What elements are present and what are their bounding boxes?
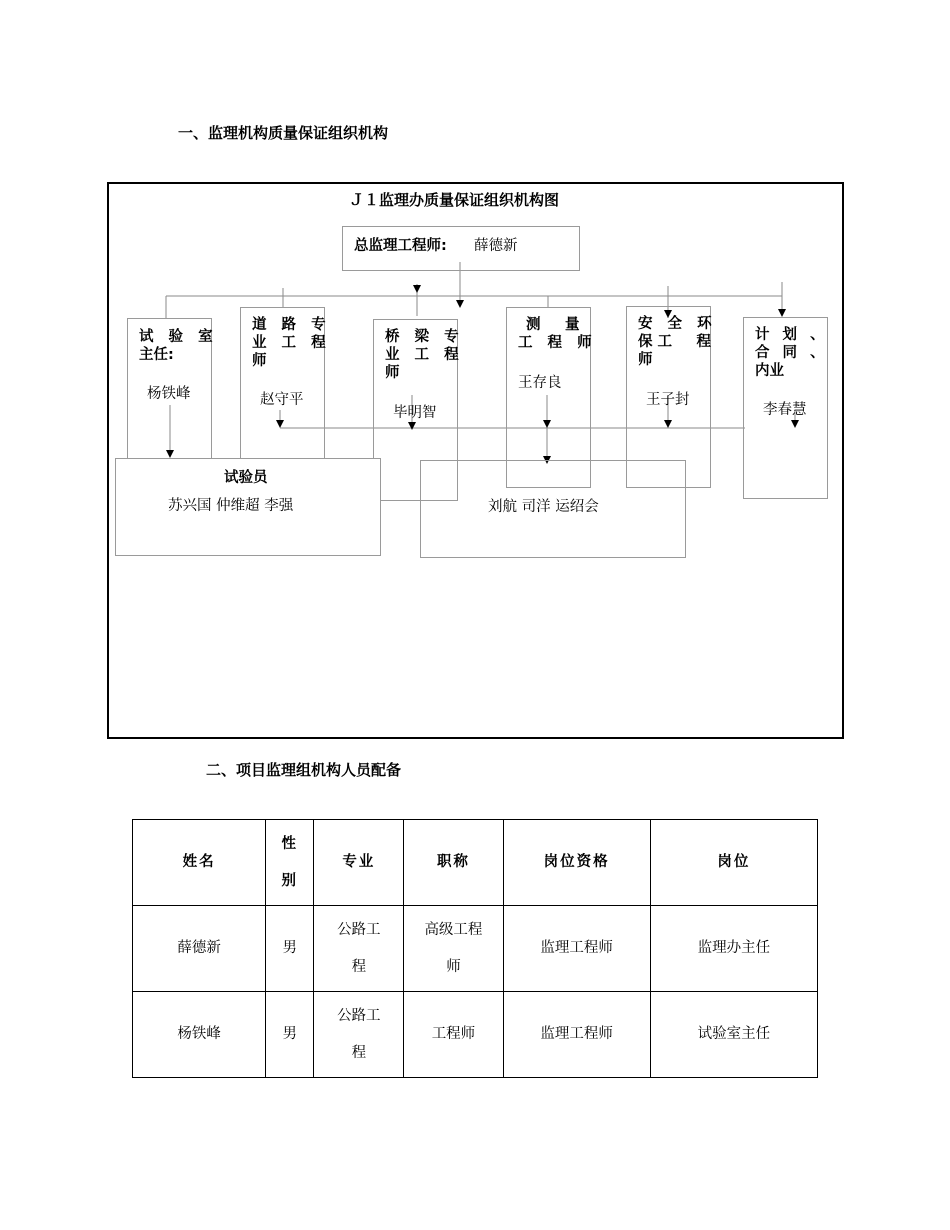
header-gender: [266, 820, 314, 906]
header-gender-line1: 性: [281, 835, 298, 852]
table-row: [133, 906, 818, 992]
header-position: 岗位: [650, 820, 817, 906]
survey-engineer-role-line1: 测 量: [526, 317, 585, 333]
header-major: 专业: [314, 820, 404, 906]
cell-title-line1: 高级工程: [424, 921, 483, 938]
header-title: 职称: [404, 820, 503, 906]
cell-gender: 男: [266, 992, 314, 1078]
safety-engineer-role-line3: 师: [638, 352, 658, 368]
road-engineer-role-line2: 业 工 程: [252, 335, 331, 351]
cell-gender: 男: [266, 906, 314, 992]
bridge-engineer-role-line2: 业 工 程: [385, 347, 464, 363]
planning-role-line3: 内业: [755, 363, 784, 379]
cell-major-line2: 程: [351, 958, 367, 975]
cell-position: 监理办主任: [650, 906, 817, 992]
table-header-row: [133, 820, 818, 906]
header-name: 姓名: [133, 820, 266, 906]
cell-major-line1: 公路工: [337, 1007, 381, 1024]
org-chart-title: Ｊ１监理办质量保证组织机构图: [349, 191, 560, 209]
planning-name: 李春慧: [763, 402, 807, 418]
header-gender-line2: 别: [281, 872, 298, 889]
testers-names: 苏兴国 仲维超 李强: [168, 498, 294, 514]
chief-engineer-role: 总监理工程师:: [354, 238, 447, 254]
header-qualification: 岗位资格: [503, 820, 650, 906]
cell-major-line1: 公路工: [337, 921, 381, 938]
survey-engineer-role-line2: 工 程 师: [518, 335, 597, 351]
planning-role-line1: 计 划 、: [755, 327, 829, 343]
safety-engineer-role-line1: 安 全 环: [638, 316, 717, 332]
cell-name: 杨铁峰: [133, 992, 266, 1078]
lab-director-role-line1: 试 验 室: [139, 329, 218, 345]
cell-title: 工程师: [404, 992, 503, 1078]
section-heading-2: 二、项目监理组机构人员配备: [206, 761, 402, 779]
bridge-engineer-name: 毕明智: [393, 405, 437, 421]
cell-title: [404, 906, 503, 992]
cell-major: [314, 906, 404, 992]
cell-title-line2: 师: [446, 958, 461, 975]
cell-position: 试验室主任: [650, 992, 817, 1078]
cell-qualification: 监理工程师: [503, 906, 650, 992]
cell-major-line2: 程: [351, 1044, 367, 1061]
cell-qualification: 监理工程师: [503, 992, 650, 1078]
bridge-engineer-role-line3: 师: [385, 365, 405, 381]
lab-director-name: 杨铁峰: [147, 386, 191, 402]
safety-engineer-role-line2: 保工 程: [638, 334, 716, 350]
planning-role-line2: 合 同 、: [755, 345, 829, 361]
section-heading-1: 一、监理机构质量保证组织机构: [178, 124, 389, 142]
inspectors-names: 刘航 司洋 运绍会: [488, 499, 599, 515]
bridge-engineer-role-line1: 桥 梁 专: [385, 329, 464, 345]
cell-name: 薛德新: [133, 906, 266, 992]
safety-engineer-name: 王子封: [646, 392, 690, 408]
survey-engineer-name: 王存良: [518, 375, 562, 391]
road-engineer-role-line3: 师: [252, 353, 272, 369]
staff-table: [132, 819, 818, 1078]
cell-major: [314, 992, 404, 1078]
lab-director-role-line2: 主任:: [139, 347, 174, 363]
testers-role: 试验员: [224, 470, 268, 486]
road-engineer-name: 赵守平: [260, 392, 304, 408]
table-row: [133, 992, 818, 1078]
chief-engineer-name: 薛德新: [474, 238, 518, 254]
road-engineer-role-line1: 道 路 专: [252, 317, 331, 333]
